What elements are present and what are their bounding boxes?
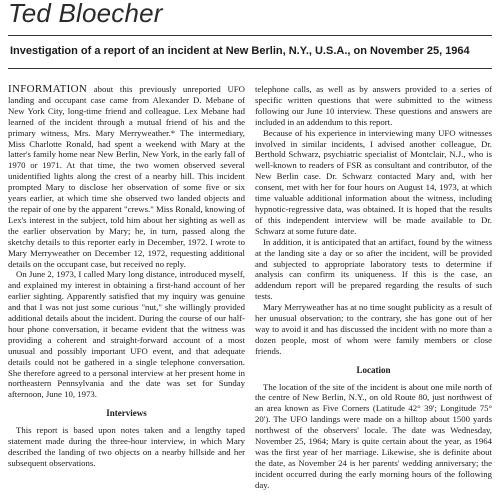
paragraph: This report is based upon notes taken and a lengthy taped statement made during the three-hour interview, in which Mary described the landing of two objects on a nearby hillside and her subsequent observations. (8, 425, 245, 468)
bottom-rule (8, 68, 492, 69)
paragraph: Because of his experience in interviewing many UFO witnesses involved in similar incidents, I advised another colleague, Dr. Berthold Schwarz, psychiatric specialist of Montclair, N.J., who is well-known to readers of FSR as consultant and contributor, of the New Berlin case. Dr. Schwarz contacted Mary and, with her consent, met with her for four hours on August 14, 1973, at which time valuable additional information about the witness, including hypnotic-regressive data, was obtained. It is hoped that the results of this independent interview will be made available to Dr. Schwarz at some future date. (255, 127, 492, 236)
paragraph: In addition, it is anticipated that an artifact, found by the witness at the landing site a day or so after the incident, will be provided and subjected to appropriate laboratory tests to determine if analysis can confirm its uniqueness. If this is the case, an addendum report will be prepared regarding the results of such tests. (255, 236, 492, 302)
right-column (255, 84, 492, 500)
left-column (8, 84, 245, 500)
paragraph: Mary Merryweather has at no time sought publicity as a result of her unusual observation; to the contrary, she has gone out of her way to avoid it and has discussed the incident with no more than a dozen people, most of whom were family members or close friends. (255, 302, 492, 356)
section-heading-location: Location (356, 364, 391, 375)
top-rule (8, 35, 492, 36)
paragraph: On June 2, 1973, I called Mary long distance, introduced myself, and explained my interest in obtaining a first-hand account of her earlier sighting. Apparently satisfied that my inquiry was genuine and that I was not just some curious "nut," she willingly provided additional details about the incident. During the course of our half-hour phone conversation, it became evident that the witness was providing a coherent and straight-forward account of a most unusual and possibly important UFO event, and that adequate details could not be gathered in a single telephone conversation. She therefore agreed to a personal interview at her present home in northeastern Pennsylvania and the date was set for Sunday afternoon, June 10, 1973. (8, 269, 245, 400)
intro-text: about this previously unreported UFO landing and occupant case came from Alexander D. Mebane of New York City, long-time friend and colleague. Lex Mebane had learned of the incident through a mutual friend of his and the primary witness, Mrs. Mary Merryweather.* The intermediary, Miss Charlotte Ronald, had spent a weekend with Mary at the latter's family home near New Berlin, New York, in the early fall of 1970 or 1971. At that time, the two women observed several unidentified lights along the crest of a nearby hill. This incident prompted Mary to disclose her observation of some five or six years earlier, at which time she observed two landed objects and the repair of one by the apparent "crews." Miss Ronald, knowing of Lex's interest in the subject, told him about her sighting as well as the earlier observation by Mary; he, in turn, passed along the sketchy details to this reporter early in December, 1972. I wrote to Mary Merryweather on December 12, 1972, requesting additional details on the occupant case, but received no reply. (8, 84, 245, 269)
author-name: Ted Bloecher (8, 0, 163, 28)
section-heading-interviews: Interviews (106, 408, 147, 419)
paragraph: The location of the site of the incident is about one mile north of the centre of New Berlin, N.Y., on old Route 80, just northwest of an area known as Five Corners (Latitude 42° 39'; Longitude 75° 20'). The UFO landings were made on a hilltop about 1500 yards northwest of the observers' locale. The date was Wednesday, November 25, 1964; Mary is quite certain about the year, as 1964 was the first year of her marriage. Likewise, she is definite about the date, as November 24 is her parents' wedding anniversary; the incident occurred during the early morning hours of the following day. (255, 381, 492, 490)
intro-lead-word: INFORMATION (8, 84, 88, 95)
paragraph: telephone calls, as well as by answers provided to a series of specific written questions that were submitted to the witness following our June 10 interview. These questions and answers are included in an addendum to this report. (255, 84, 492, 127)
intro-paragraph (8, 84, 245, 269)
article-headline: Investigation of a report of an incident at New Berlin, N.Y., U.S.A., on November 25, 1964 (10, 45, 470, 57)
